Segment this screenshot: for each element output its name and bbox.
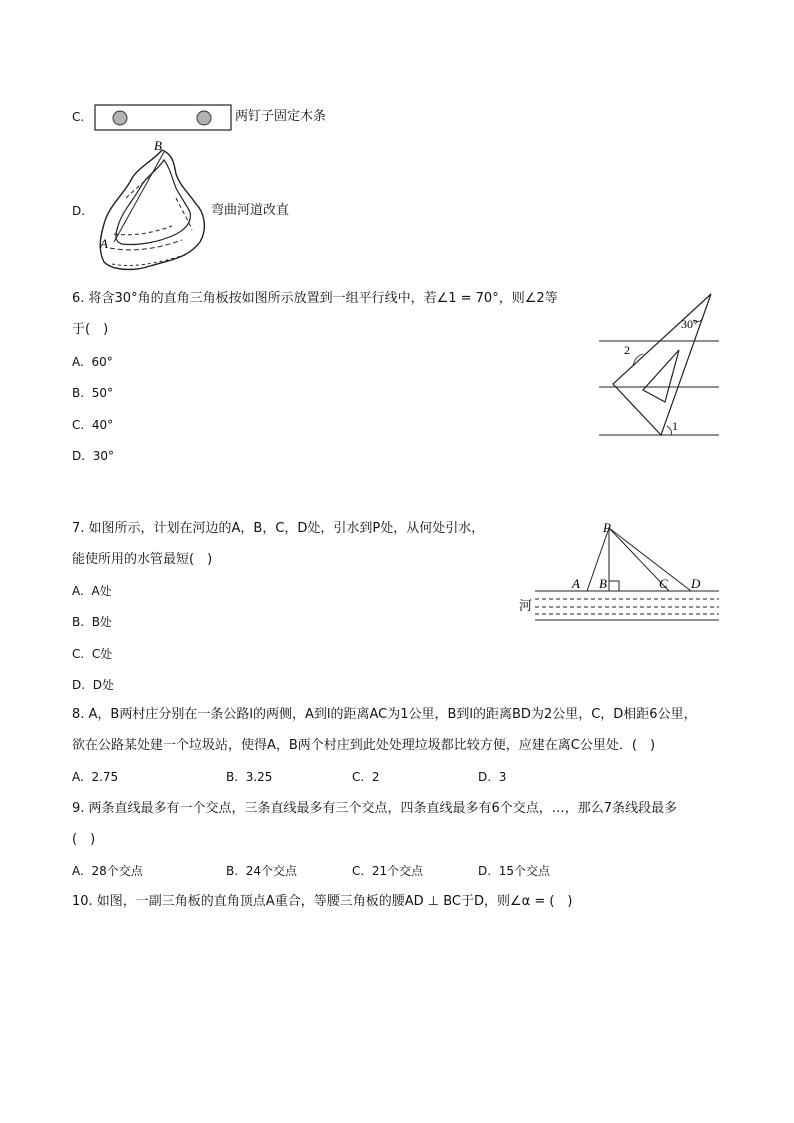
nail-icon (113, 111, 127, 125)
point-b-label: B (154, 138, 162, 153)
right-angle-mark (609, 581, 619, 591)
q9-option-c: C. 21个交点 (352, 864, 424, 878)
q8-option-a: A. 2.75 (72, 770, 119, 784)
q6-stem-line1: 6. 将含30°角的直角三角板按如图所示放置到一组平行线中，若∠1 = 70°，则∠2等 (72, 291, 558, 306)
angle-30-label: 30° (681, 317, 698, 331)
q6-option-a: A. 60° (72, 355, 113, 369)
q8-option-c: C. 2 (352, 770, 380, 784)
nail-icon (197, 111, 211, 125)
angle-arc (667, 426, 672, 435)
q7-option-c: C. C处 (72, 647, 113, 661)
triangle-ruler-outer (613, 294, 711, 435)
q6-parallel-lines-figure (595, 290, 725, 440)
q9-stem-line1: 9. 两条直线最多有一个交点，三条直线最多有三个交点，四条直线最多有6个交点，…，那么7条线段最多 (72, 801, 678, 816)
q6-stem-line2: 于( ) (72, 322, 109, 337)
pipe-line-pd (609, 528, 691, 591)
q5-option-d-caption: 弯曲河道改直 (211, 203, 290, 218)
q9-option-b: B. 24个交点 (226, 864, 297, 878)
point-p-label: P (603, 520, 611, 535)
point-a-label: A (572, 576, 580, 591)
q9-option-d: D. 15个交点 (478, 864, 550, 878)
river-waves (176, 198, 192, 230)
river-label: 河 (519, 598, 533, 613)
q8-option-b: B. 3.25 (226, 770, 273, 784)
q5-option-c-letter: C. (72, 110, 85, 124)
q5-option-d-letter: D. (72, 204, 86, 218)
q6-option-b: B. 50° (72, 386, 113, 400)
q7-option-a: A. A处 (72, 584, 112, 598)
q9-stem-line2: ( ) (72, 832, 96, 847)
q7-stem-line2: 能使所用的水管最短( ) (72, 552, 213, 567)
q5-option-c-caption: 两钉子固定木条 (235, 109, 327, 124)
straightened-river-line (114, 152, 164, 242)
q6-option-d: D. 30° (72, 449, 114, 463)
river-waves (112, 254, 188, 266)
point-d-label: D (691, 576, 701, 591)
q7-stem-line1: 7. 如图所示，计划在河边的A，B，C，D处，引水到P处，从何处引水， (72, 521, 485, 536)
q7-river-figure (515, 518, 725, 624)
q6-option-c: C. 40° (72, 418, 114, 432)
angle-2-label: 2 (624, 343, 630, 357)
point-a-label: A (100, 236, 108, 251)
q8-option-d: D. 3 (478, 770, 507, 784)
q10-stem-line1: 10. 如图，一副三角板的直角顶点A重合，等腰三角板的腰AD ⊥ BC于D，则∠α = ( ) (72, 894, 573, 909)
wood-strip-figure (94, 104, 234, 132)
q8-stem-line1: 8. A，B两村庄分别在一条公路l的两侧，A到l的距离AC为1公里，B到l的距离BD为2公里，C，D相距6公里， (72, 707, 697, 722)
triangle-ruler-inner (643, 350, 679, 402)
q7-option-b: B. B处 (72, 615, 112, 629)
q8-stem-line2: 欲在公路某处建一个垃圾站，使得A，B两个村庄到此处处理垃圾都比较方便，应建在离C公里处．( ) (72, 738, 656, 753)
river-waves (110, 240, 182, 250)
point-b-label: B (599, 576, 607, 591)
winding-river-figure (92, 138, 212, 278)
point-c-label: C (659, 576, 668, 591)
angle-1-label: 1 (672, 419, 678, 433)
q7-option-d: D. D处 (72, 678, 114, 692)
q9-option-a: A. 28个交点 (72, 864, 143, 878)
